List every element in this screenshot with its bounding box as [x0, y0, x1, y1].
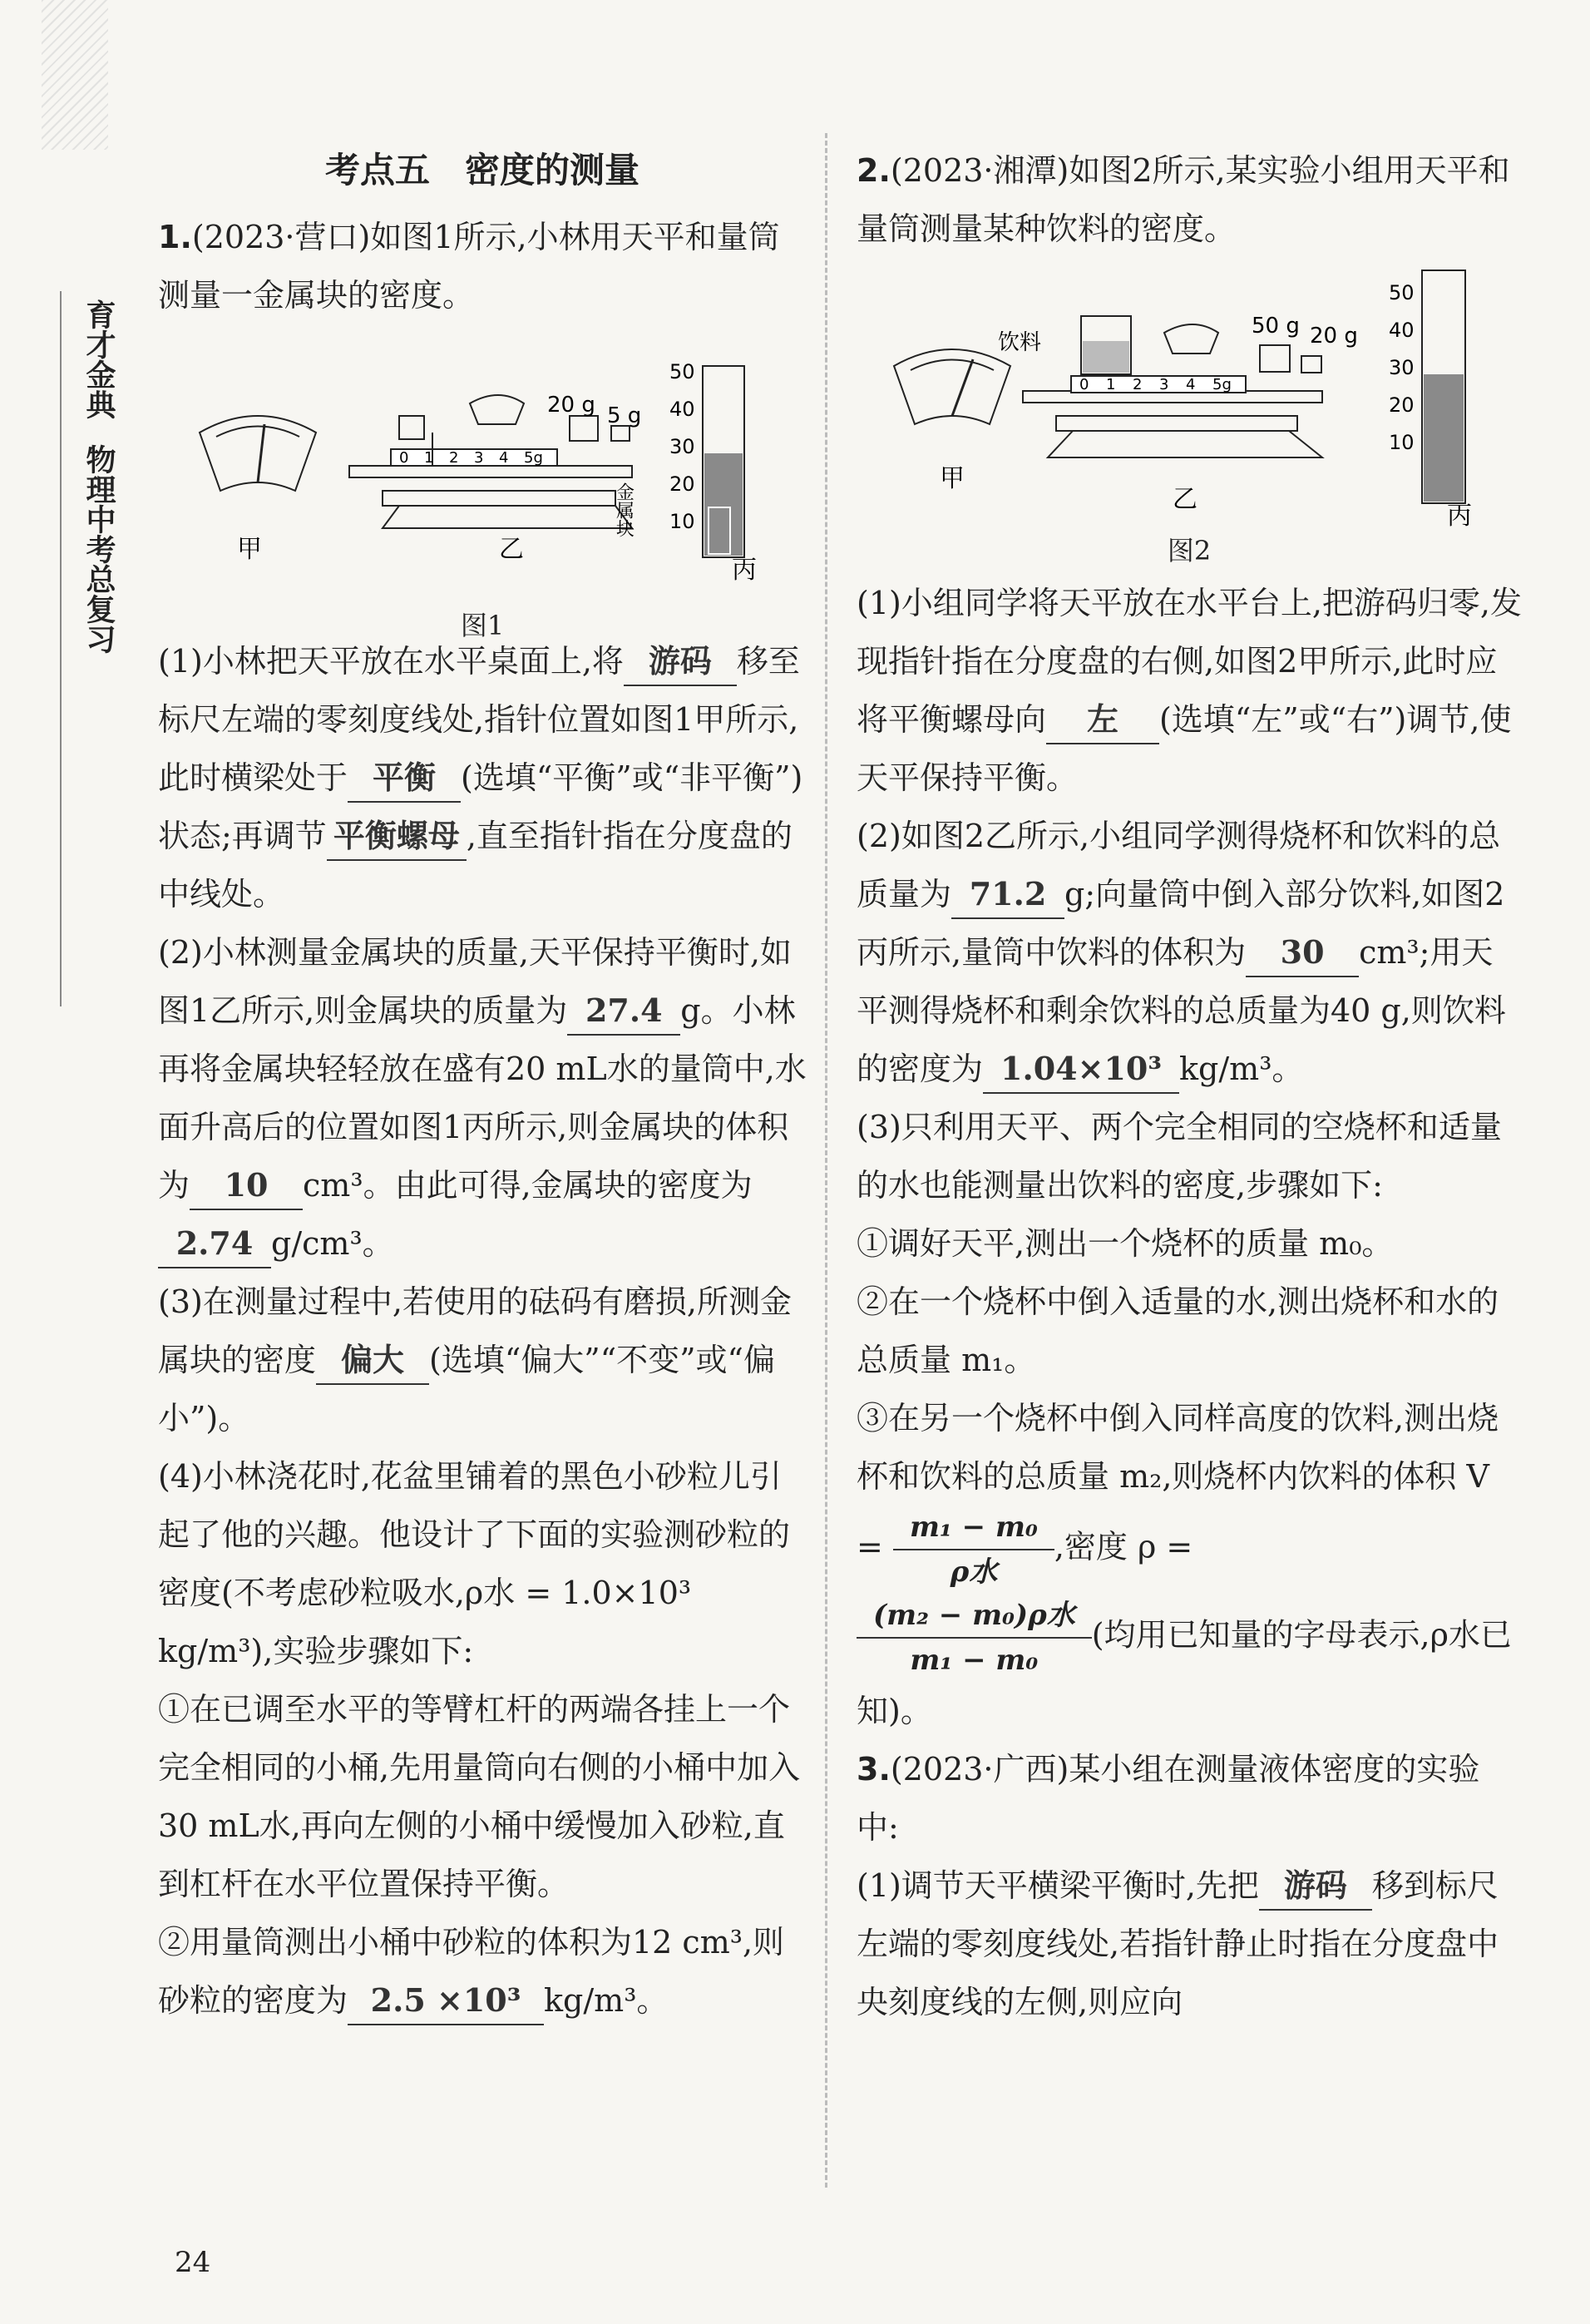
section-title: 考点五 密度的测量 [324, 150, 639, 190]
left-column [158, 141, 807, 2030]
tick-10: 10 [669, 510, 695, 533]
scale-5g: 5g [524, 449, 543, 467]
q3-p1a: (1)调节天平横梁平衡时,先把 [857, 1867, 1259, 1904]
label-jia: 甲 [237, 535, 262, 564]
answer-q1-1: 游码 [624, 638, 737, 686]
label-drink: 饮料 [998, 330, 1042, 355]
weight-5g: 5 g [607, 403, 642, 428]
q1-step1: ①在已调至水平的等臂杠杆的两端各挂上一个完全相同的小桶,先用量筒向右侧的小桶中加入30 mL水,再向左侧的小桶中缓慢加入砂粒,直到杠杆在水平位置保持平衡。 [158, 1691, 801, 1902]
scale-3: 3 [474, 449, 484, 467]
series-name: 育才金典 [81, 299, 116, 419]
scale2-5g: 5g [1212, 376, 1232, 393]
q1-p3b: (选填“偏大”“不变”或“偏小”)。 [158, 1342, 775, 1436]
answer-q2-4: 1.04×10³ [983, 1046, 1179, 1094]
scale2-3: 3 [1159, 376, 1169, 393]
weight-20g: 20 g [547, 393, 595, 418]
q1-p3a: (3)在测量过程中,若使用的砝码有磨损,所测金属块的密度 [158, 1283, 792, 1378]
q1-part2 [158, 923, 807, 1273]
scale-4: 4 [499, 449, 509, 467]
label-yi: 乙 [499, 535, 524, 564]
answer-q1-4: 27.4 [567, 987, 680, 1036]
corner-hatch [42, 0, 108, 150]
label-metal: 金属块 [613, 482, 635, 537]
q1-s2b: kg/m³。 [544, 1982, 669, 2019]
q2-step3 [857, 1389, 1522, 1594]
label-jia-2: 甲 [940, 464, 965, 493]
figure-1-caption: 图1 [460, 610, 505, 641]
q2-step2: ②在一个烧杯中倒入适量的水,测出烧杯和水的总质量 m₁。 [857, 1283, 1499, 1378]
page-number: 24 [175, 2246, 211, 2279]
rho-label: ,密度 ρ = [1054, 1528, 1193, 1565]
cylinder-bing [703, 366, 744, 557]
volume-numerator: m₁ − m₀ [893, 1506, 1054, 1550]
answer-q1-3: 平衡螺母 [327, 813, 467, 861]
sidebar-title [79, 299, 121, 654]
q3-stem [857, 1740, 1522, 1857]
column-divider [825, 133, 827, 2188]
figure-1 [158, 333, 807, 641]
q1-p1b: 移至标尺左端的零刻度线处,指针位置如图1甲所示,此时横梁处于 [158, 643, 800, 796]
q1-p1a: (1)小林把天平放在水平桌面上,将 [158, 643, 624, 680]
q3-number: 3. [857, 1751, 891, 1788]
answer-q2-2: 71.2 [951, 871, 1064, 919]
tick-30: 30 [669, 435, 695, 458]
tick-20: 20 [669, 472, 695, 496]
cylinder-ticks-2 [1389, 281, 1415, 454]
density-numerator: (m₂ − m₀)ρ水 [857, 1594, 1092, 1639]
q2-s3: ③在另一个烧杯中倒入同样高度的饮料,测出烧杯和饮料的总质量 m₂,则烧杯内饮料的体积 V = [857, 1400, 1499, 1565]
q3-p1b: 移到标尺左端的零刻度线处,若指针静止时指在分度盘中央刻度线的左侧,则应向 [857, 1867, 1499, 2020]
q1-part3 [158, 1273, 807, 1447]
weight-20g-2: 20 g [1310, 324, 1358, 349]
q2-tail: (均用已知量的字母表示,ρ水已知)。 [857, 1616, 1512, 1729]
dial-jia-2 [894, 349, 1010, 424]
answer-q1-7: 偏大 [316, 1337, 429, 1385]
answer-q2-3: 30 [1246, 929, 1359, 977]
q1-stem-text: (2023·营口)如图1所示,小林用天平和量筒测量一金属块的密度。 [158, 219, 780, 314]
q1-part4: (4)小林浇花时,花盆里铺着的黑色小砂粒儿引起了他的兴趣。他设计了下面的实验测砂粒的密度(不考虑砂粒吸水,ρ水 = 1.0×10³ kg/m³),实验步骤如下: [158, 1458, 791, 1669]
q2-p2c: cm³;用天平测得烧杯和剩余饮料的总质量为40 g,则饮料的密度为 [857, 934, 1506, 1087]
q1-stem [158, 208, 807, 324]
q1-p2a: (2)小林测量金属块的质量,天平保持平衡时,如图1乙所示,则金属块的质量为 [158, 934, 792, 1029]
answer-q2-1: 左 [1046, 696, 1159, 744]
tick2-40: 40 [1389, 319, 1415, 342]
dial-jia [200, 416, 316, 491]
cylinder-ticks [669, 360, 695, 533]
answer-q1-5: 10 [190, 1162, 303, 1210]
q1-part1 [158, 632, 807, 923]
right-column [857, 141, 1522, 2031]
q1-step2 [158, 1913, 807, 2030]
figure-2-caption: 图2 [1167, 535, 1212, 566]
tick-40: 40 [669, 398, 695, 421]
q3-stem-text: (2023·广西)某小组在测量液体密度的实验中: [857, 1751, 1480, 1846]
tick2-30: 30 [1389, 356, 1415, 379]
q1-p1d: ,直至指针指在分度盘的中线处。 [158, 818, 793, 912]
scale2-4: 4 [1186, 376, 1196, 393]
tick2-10: 10 [1389, 431, 1415, 454]
q1-p1c: (选填“平衡”或“非平衡”)状态;再调节 [158, 759, 803, 854]
q2-stem-text: (2023·湘潭)如图2所示,某实验小组用天平和量筒测量某种饮料的密度。 [857, 152, 1510, 247]
answer-volume-fraction [893, 1506, 1054, 1594]
q2-part1 [857, 574, 1522, 807]
q2-p2b: g;向量筒中倒入部分饮料,如图2丙所示,量筒中饮料的体积为 [857, 876, 1505, 971]
answer-q3-1: 游码 [1259, 1862, 1372, 1911]
tick2-50: 50 [1389, 281, 1415, 304]
answer-density-fraction [857, 1594, 1092, 1682]
scale2-1: 1 [1106, 376, 1116, 393]
sidebar-rule [60, 291, 62, 1006]
scale2-0: 0 [1079, 376, 1089, 393]
tick2-20: 20 [1389, 393, 1415, 417]
scale-1: 1 [424, 449, 434, 467]
q2-p1a: (1)小组同学将天平放在水平台上,把游码归零,发现指针指在分度盘的右侧,如图2甲所示,此时应将平衡螺母向 [857, 585, 1522, 738]
q2-p2d: kg/m³。 [1179, 1051, 1304, 1087]
q1-s2a: ②用量筒测出小桶中砂粒的体积为12 cm³,则砂粒的密度为 [158, 1924, 785, 2019]
label-yi-2: 乙 [1173, 485, 1197, 514]
weight-50g: 50 g [1252, 314, 1300, 339]
q2-part3: (3)只利用天平、两个完全相同的空烧杯和适量的水也能测量出饮料的密度,步骤如下: [857, 1109, 1502, 1204]
q1-number: 1. [158, 219, 192, 255]
figure-2 [857, 266, 1522, 574]
scale-0: 0 [399, 449, 409, 467]
figure-1-drawing [158, 333, 807, 591]
q2-number: 2. [857, 152, 891, 189]
answer-q1-6: 2.74 [158, 1220, 271, 1268]
answer-q1-8: 2.5 ×10³ [348, 1977, 544, 2025]
q2-p1b: (选填“左”或“右”)调节,使天平保持平衡。 [857, 701, 1512, 796]
scale-2: 2 [449, 449, 459, 467]
figure-2-drawing [857, 266, 1522, 532]
q2-step1: ①调好天平,测出一个烧杯的质量 m₀。 [857, 1225, 1394, 1262]
scale2-2: 2 [1133, 376, 1143, 393]
q2-p2a: (2)如图2乙所示,小组同学测得烧杯和饮料的总质量为 [857, 818, 1501, 912]
q1-p2c: cm³。由此可得,金属块的密度为 [303, 1167, 753, 1204]
q2-density-answer [857, 1594, 1522, 1740]
tick-50: 50 [669, 360, 695, 383]
label-bing-2: 丙 [1447, 502, 1472, 531]
density-denominator: m₁ − m₀ [910, 1644, 1039, 1677]
label-bing: 丙 [732, 556, 757, 585]
answer-q1-2: 平衡 [348, 754, 461, 803]
cylinder-bing-2 [1422, 270, 1465, 503]
q2-stem [857, 141, 1522, 258]
q1-p2d: g/cm³。 [271, 1225, 394, 1262]
q3-part1 [857, 1857, 1522, 2031]
q2-part2 [857, 807, 1522, 1098]
book-name: 物理中考总复习 [81, 444, 116, 654]
volume-denominator: ρ水 [950, 1555, 998, 1589]
q1-p2b: g。小林再将金属块轻轻放在盛有20 mL水的量筒中,水面升高后的位置如图1丙所示,则金属块的体积为 [158, 992, 807, 1204]
